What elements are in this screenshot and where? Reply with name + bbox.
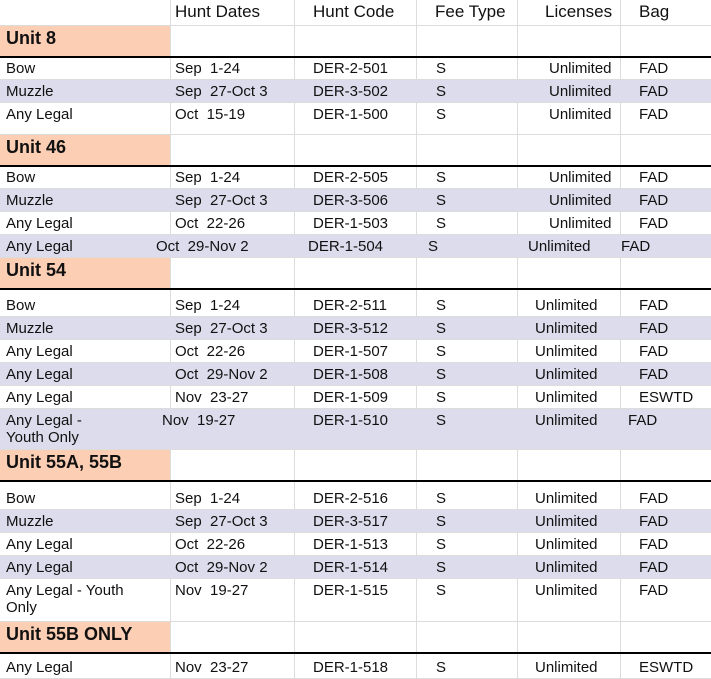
table-row	[0, 317, 711, 340]
cell-hunt-dates: Sep 1-24	[175, 169, 241, 186]
unit-label: Unit 8	[6, 28, 57, 48]
unit-header-row	[0, 450, 711, 480]
table-header-row	[0, 0, 711, 26]
cell-hunt-code: DER-2-501	[313, 60, 389, 77]
cell-fee-type: S	[436, 536, 447, 553]
cell-licenses: Unlimited	[535, 582, 598, 599]
cell-bag: FAD	[639, 215, 669, 232]
table-row	[0, 80, 711, 103]
cell-weapon: Any Legal	[6, 536, 73, 553]
table-row	[0, 579, 711, 622]
cell-hunt-dates: Sep 1-24	[175, 297, 241, 314]
cell-fee-type: S	[436, 60, 447, 77]
table-row	[0, 103, 711, 135]
cell-hunt-code: DER-2-511	[313, 297, 387, 314]
cell-licenses: Unlimited	[535, 490, 598, 507]
table-row	[0, 386, 711, 409]
header-fee-type: Fee Type	[435, 2, 506, 21]
cell-bag: FAD	[639, 536, 669, 553]
cell-weapon: Any Legal	[6, 238, 73, 255]
cell-hunt-dates: Nov 19-27	[162, 412, 236, 429]
cell-bag: FAD	[639, 559, 669, 576]
cell-weapon: Bow	[6, 490, 36, 507]
cell-licenses: Unlimited	[535, 412, 598, 429]
cell-bag: FAD	[639, 169, 669, 186]
table-row	[0, 212, 711, 235]
cell-hunt-code: DER-1-507	[313, 343, 389, 360]
cell-fee-type: S	[436, 169, 447, 186]
unit-divider	[0, 652, 711, 654]
unit-divider	[0, 288, 711, 290]
cell-weapon: Any Legal	[6, 659, 73, 676]
cell-weapon: Any Legal	[6, 343, 73, 360]
cell-hunt-dates: Nov 19-27	[175, 582, 249, 599]
table-row	[0, 294, 711, 317]
cell-weapon: Bow	[6, 297, 36, 314]
unit-header-row	[0, 135, 711, 165]
unit-label: Unit 54	[6, 260, 67, 280]
cell-fee-type: S	[436, 513, 447, 530]
cell-licenses: Unlimited	[549, 106, 612, 123]
cell-bag: FAD	[621, 238, 651, 255]
cell-licenses: Unlimited	[528, 238, 591, 255]
unit-label-cell	[0, 26, 170, 56]
cell-hunt-dates: Sep 1-24	[175, 490, 241, 507]
cell-licenses: Unlimited	[549, 169, 612, 186]
cell-hunt-code: DER-1-510	[313, 412, 389, 429]
table-row	[0, 656, 711, 679]
cell-hunt-code: DER-1-508	[313, 366, 389, 383]
cell-bag: ESWTD	[639, 659, 694, 676]
cell-weapon: Any Legal	[6, 559, 73, 576]
cell-hunt-code: DER-3-512	[313, 320, 389, 337]
cell-weapon: Muzzle	[6, 513, 54, 530]
cell-hunt-code: DER-3-506	[313, 192, 389, 209]
cell-licenses: Unlimited	[549, 83, 612, 100]
cell-hunt-dates: Nov 23-27	[175, 389, 249, 406]
cell-hunt-code: DER-3-517	[313, 513, 389, 530]
cell-licenses: Unlimited	[535, 536, 598, 553]
cell-weapon: Bow	[6, 60, 36, 77]
table-row	[0, 510, 711, 533]
cell-bag: FAD	[639, 60, 669, 77]
cell-fee-type: S	[436, 215, 447, 232]
unit-label: Unit 55A, 55B	[6, 452, 123, 472]
unit-header-row	[0, 258, 711, 288]
unit-label: Unit 55B ONLY	[6, 624, 133, 644]
cell-hunt-dates: Oct 22-26	[175, 343, 246, 360]
cell-weapon: Any Legal - Youth Only	[6, 582, 124, 616]
cell-hunt-code: DER-2-505	[313, 169, 389, 186]
cell-hunt-code: DER-1-514	[313, 559, 389, 576]
unit-header-row	[0, 622, 711, 652]
cell-weapon: Any Legal	[6, 106, 73, 123]
cell-fee-type: S	[436, 106, 447, 123]
cell-fee-type: S	[436, 343, 447, 360]
cell-hunt-code: DER-1-509	[313, 389, 389, 406]
cell-bag: FAD	[639, 106, 669, 123]
cell-hunt-code: DER-1-513	[313, 536, 389, 553]
table-row	[0, 166, 711, 189]
table-row	[0, 556, 711, 579]
cell-bag: FAD	[639, 513, 669, 530]
unit-label: Unit 46	[6, 137, 67, 157]
cell-licenses: Unlimited	[535, 559, 598, 576]
cell-weapon: Muzzle	[6, 192, 54, 209]
cell-licenses: Unlimited	[535, 343, 598, 360]
cell-hunt-dates: Sep 27-Oct 3	[175, 83, 268, 100]
cell-licenses: Unlimited	[535, 366, 598, 383]
cell-hunt-code: DER-2-516	[313, 490, 389, 507]
cell-fee-type: S	[436, 192, 447, 209]
cell-fee-type: S	[436, 412, 447, 429]
cell-fee-type: S	[436, 297, 447, 314]
cell-weapon: Muzzle	[6, 320, 54, 337]
cell-hunt-code: DER-1-504	[308, 238, 384, 255]
cell-hunt-dates: Oct 29-Nov 2	[175, 366, 268, 383]
cell-bag: FAD	[639, 366, 669, 383]
table-row	[0, 533, 711, 556]
table-row	[0, 57, 711, 80]
header-bag: Bag	[639, 2, 670, 21]
cell-weapon: Any Legal	[6, 366, 73, 383]
cell-fee-type: S	[428, 238, 439, 255]
unit-divider	[0, 480, 711, 482]
unit-label-cell	[0, 135, 170, 165]
cell-bag: FAD	[639, 297, 669, 314]
cell-hunt-dates: Sep 27-Oct 3	[175, 513, 268, 530]
cell-hunt-dates: Oct 22-26	[175, 215, 246, 232]
cell-bag: FAD	[639, 343, 669, 360]
cell-fee-type: S	[436, 559, 447, 576]
cell-hunt-dates: Nov 23-27	[175, 659, 249, 676]
cell-bag: FAD	[639, 192, 669, 209]
cell-bag: FAD	[639, 83, 669, 100]
unit-header-row	[0, 26, 711, 56]
cell-hunt-dates: Oct 29-Nov 2	[175, 559, 268, 576]
table-row	[0, 235, 711, 258]
cell-licenses: Unlimited	[535, 513, 598, 530]
cell-hunt-dates: Oct 22-26	[175, 536, 246, 553]
unit-label-cell	[0, 450, 170, 480]
header-hunt-dates: Hunt Dates	[175, 2, 261, 21]
cell-hunt-dates: Sep 27-Oct 3	[175, 192, 268, 209]
table-row	[0, 363, 711, 386]
cell-hunt-code: DER-1-518	[313, 659, 389, 676]
cell-hunt-code: DER-1-515	[313, 582, 389, 599]
cell-weapon: Bow	[6, 169, 36, 186]
cell-bag: ESWTD	[639, 389, 694, 406]
cell-weapon: Muzzle	[6, 83, 54, 100]
cell-fee-type: S	[436, 320, 447, 337]
cell-hunt-dates: Sep 27-Oct 3	[175, 320, 268, 337]
table-row	[0, 487, 711, 510]
cell-fee-type: S	[436, 582, 447, 599]
cell-licenses: Unlimited	[535, 297, 598, 314]
cell-licenses: Unlimited	[549, 192, 612, 209]
cell-fee-type: S	[436, 366, 447, 383]
cell-licenses: Unlimited	[549, 60, 612, 77]
cell-hunt-code: DER-1-503	[313, 215, 389, 232]
cell-weapon: Any Legal	[6, 389, 73, 406]
table-row	[0, 409, 711, 450]
table-row	[0, 340, 711, 363]
cell-licenses: Unlimited	[535, 320, 598, 337]
unit-label-cell	[0, 258, 170, 288]
table-row	[0, 189, 711, 212]
cell-fee-type: S	[436, 83, 447, 100]
cell-hunt-dates: Oct 29-Nov 2	[156, 238, 249, 255]
cell-licenses: Unlimited	[535, 659, 598, 676]
cell-bag: FAD	[628, 412, 658, 429]
header-licenses: Licenses	[545, 2, 613, 21]
cell-bag: FAD	[639, 582, 669, 599]
cell-fee-type: S	[436, 659, 447, 676]
cell-hunt-code: DER-1-500	[313, 106, 389, 123]
unit-label-cell	[0, 622, 170, 652]
cell-weapon: Any Legal - Youth Only	[6, 412, 82, 446]
cell-weapon: Any Legal	[6, 215, 73, 232]
cell-fee-type: S	[436, 490, 447, 507]
cell-hunt-dates: Sep 1-24	[175, 60, 241, 77]
cell-hunt-dates: Oct 15-19	[175, 106, 246, 123]
header-hunt-code: Hunt Code	[313, 2, 395, 21]
cell-bag: FAD	[639, 320, 669, 337]
cell-licenses: Unlimited	[535, 389, 598, 406]
cell-bag: FAD	[639, 490, 669, 507]
cell-fee-type: S	[436, 389, 447, 406]
cell-licenses: Unlimited	[549, 215, 612, 232]
cell-hunt-code: DER-3-502	[313, 83, 389, 100]
